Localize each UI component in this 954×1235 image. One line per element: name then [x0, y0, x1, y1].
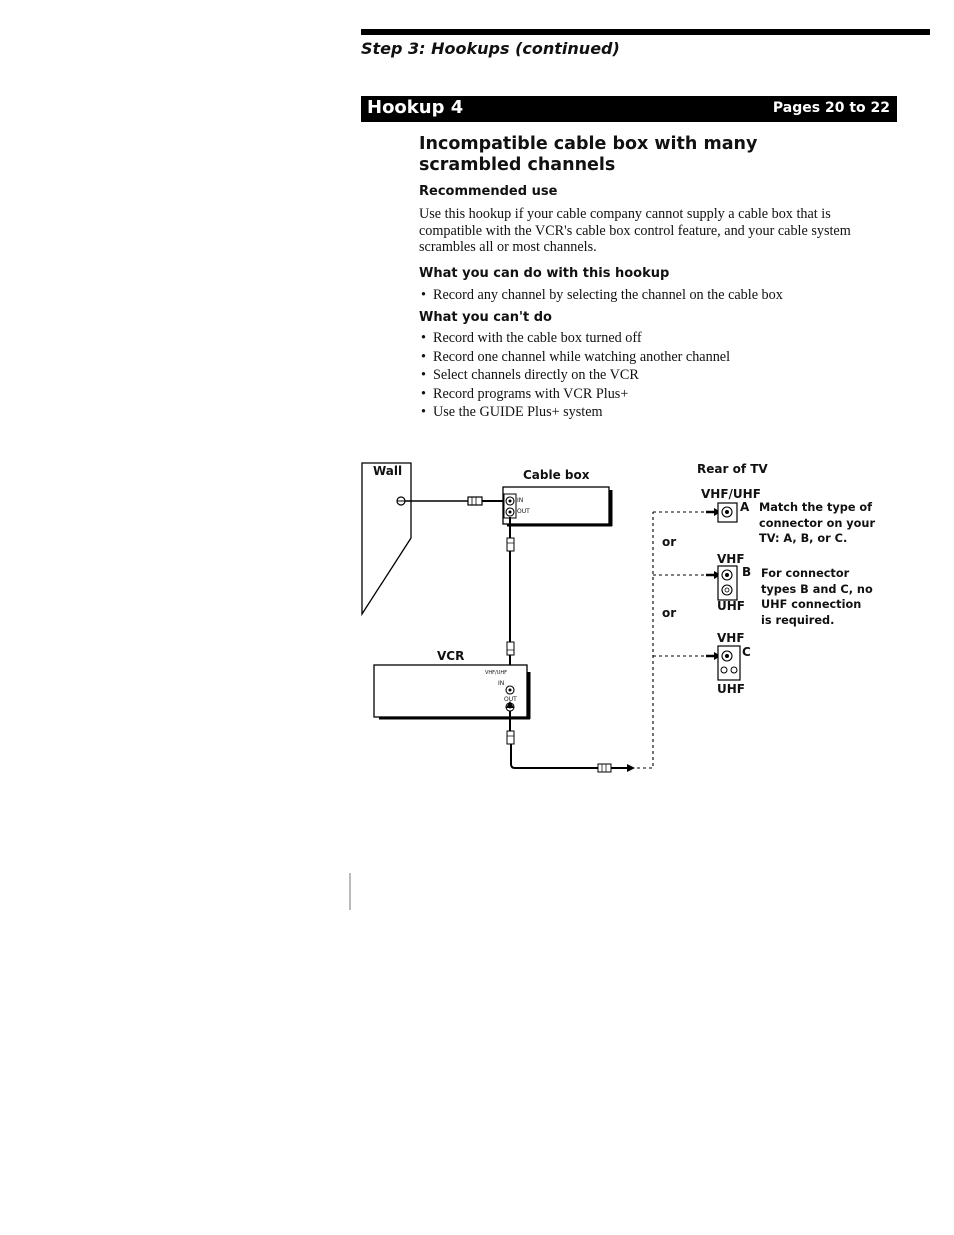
note-b-line: For connector	[761, 567, 850, 580]
cable-out-label: OUT	[517, 508, 530, 515]
uhf-b-label: UHF	[717, 599, 745, 613]
recommended-heading: Recommended use	[419, 184, 558, 199]
dotted-route	[637, 512, 653, 768]
can-heading: What you can do with this hookup	[419, 266, 670, 281]
cable-box-label: Cable box	[523, 468, 590, 482]
wall-label: Wall	[373, 464, 403, 478]
list-item: • Record one channel while watching another channel	[420, 348, 890, 367]
uhf-c-label: UHF	[717, 682, 745, 696]
note-b-line: UHF connection	[761, 598, 862, 611]
or-label-2: or	[662, 606, 677, 620]
wall-shape	[362, 463, 411, 614]
pages-ref: Pages 20 to 22	[772, 100, 890, 116]
rear-of-tv-label: Rear of TV	[697, 462, 768, 476]
list-item: • Record with the cable box turned off	[420, 329, 890, 348]
vhf-c-label: VHF	[717, 631, 745, 645]
note-a-line: Match the type of	[759, 501, 873, 514]
letter-b: B	[742, 565, 752, 579]
vhf-b-label: VHF	[717, 552, 745, 566]
vcr-to-tv-cable	[511, 744, 598, 768]
note-b-line: is required.	[761, 613, 835, 627]
note-b-line: types B and C, no	[761, 582, 873, 596]
vcr-label: VCR	[437, 649, 465, 663]
note-a	[759, 500, 875, 547]
vhf-uhf-label: VHF/UHF	[701, 487, 761, 501]
or-label-1: or	[662, 535, 677, 549]
hookup-title: Hookup 4	[367, 97, 464, 118]
cable-box	[503, 487, 609, 524]
vcr-vhfuhf-label: VHF/UHF	[485, 670, 508, 676]
list-item: • Select channels directly on the VCR	[420, 366, 890, 385]
f-plug-icon	[468, 497, 482, 505]
step-title: Step 3: Hookups (continued)	[361, 39, 620, 58]
letter-c: C	[742, 645, 751, 659]
cable-in-label: IN	[517, 497, 524, 504]
vcr-out-label: OUT	[504, 696, 517, 703]
letter-a: A	[740, 500, 750, 514]
list-item: • Record any channel by selecting the channel on the cable box	[420, 286, 890, 305]
recommended-text: Use this hookup if your cable company cannot supply a cable box that is compatible with the VCR's cable box control feature, and your cable system scrambles all or most channels.	[419, 206, 851, 255]
list-item: • Record programs with VCR Plus+	[420, 385, 890, 404]
note-a-line: connector on your	[759, 516, 876, 530]
cant-heading: What you can't do	[419, 310, 552, 325]
cable-box-jacks	[504, 494, 516, 518]
list-item: • Use the GUIDE Plus+ system	[420, 403, 890, 422]
section-title: Incompatible cable box with many scrambled channels	[419, 134, 758, 175]
note-a-line: TV: A, B, or C.	[759, 532, 848, 545]
vcr-in-label: IN	[498, 680, 505, 687]
note-b	[761, 566, 873, 628]
